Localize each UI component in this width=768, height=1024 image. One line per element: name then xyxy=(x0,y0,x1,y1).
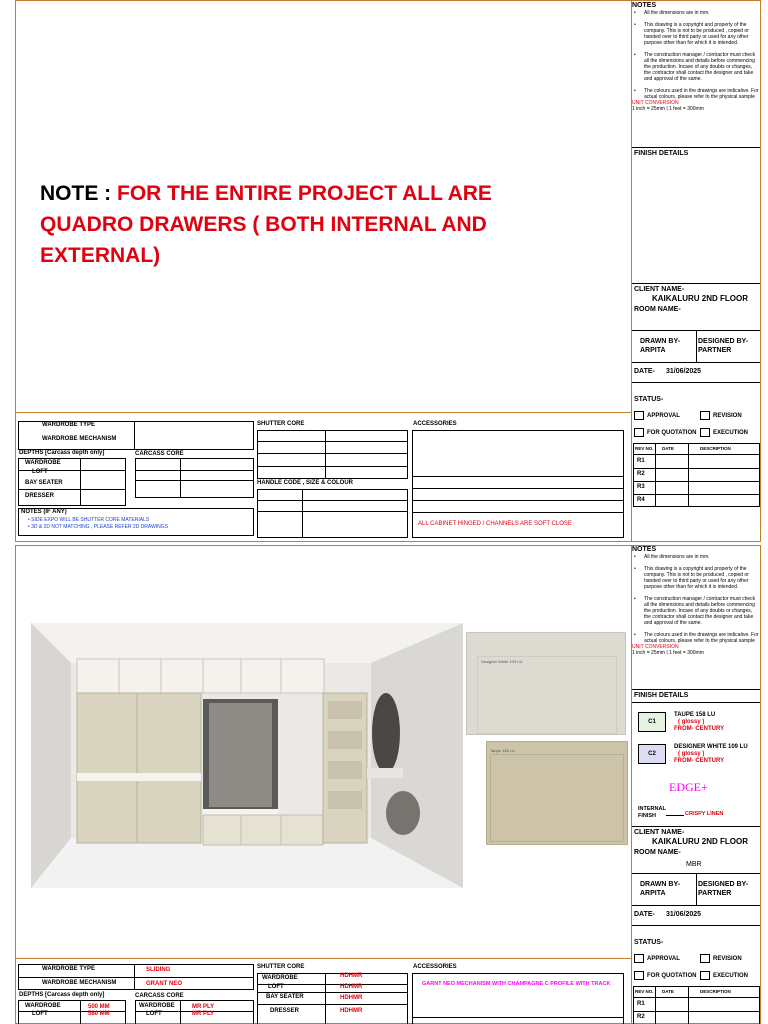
shutter-core-label: SHUTTER CORE xyxy=(257,964,305,970)
carcass-loft-value: MR PLY xyxy=(192,1011,215,1017)
date-value: 31/06/2025 xyxy=(666,911,702,918)
client-name: KAIKALURU 2ND FLOOR xyxy=(652,837,748,846)
unit-conversion-title: UNIT CONVERSION xyxy=(632,100,679,106)
rev-no-header: REV NO. xyxy=(635,446,654,451)
row-bay-seater: BAY SEATER xyxy=(25,480,63,486)
rev-r1: R1 xyxy=(637,1001,645,1007)
unit-conversion: 1 inch = 25mm | 1 feet = 300mm xyxy=(632,650,704,656)
revision-checkbox[interactable] xyxy=(700,411,710,420)
note-3d-2d: • 3D & 2D NOT MATCHING , PLEASE REFER 2D DRAWINGS xyxy=(28,524,169,530)
status-revision[interactable]: REVISION xyxy=(700,954,742,963)
note-item: • The construction manager / contractor must check all the dimensions and details before commencing the production. Incase of any doubts or changes, the contractor shall contact the designer and take and approval of the same. xyxy=(632,596,760,626)
rev-r2: R2 xyxy=(637,1014,645,1020)
unit-conversion-title: UNIT CONVERSION xyxy=(632,644,679,650)
rev-r1: R1 xyxy=(637,458,645,464)
swatch-2-label: Taupe 158 LU xyxy=(490,748,515,753)
finish-details-title: FINISH DETAILS xyxy=(634,150,689,157)
internal-finish-label: INTERNAL FINISH xyxy=(638,806,666,819)
note-side-expo: • SIDE EXPO WILL BE SHUTTER CORE MATERIALS xyxy=(28,517,150,523)
note-item: • This drawing is a copyright and property of the company. This is not to be produced , copied or handed over to third party or used for any other purpose other than for which it is intended. xyxy=(632,566,760,590)
notes-title: NOTES xyxy=(632,546,657,553)
table-divider xyxy=(15,958,631,959)
drawn-by-label: DRAWN BY- xyxy=(640,338,681,345)
carcass-wardrobe-value: MR PLY xyxy=(192,1004,215,1010)
carcass-core-label: CARCASS CORE xyxy=(135,451,184,457)
designed-by: PARTNER xyxy=(698,890,732,897)
shutter-row-bay-seater: BAY SEATER xyxy=(266,994,304,1000)
finish-item-c2 xyxy=(638,744,760,772)
note-item: • The colours used in the drawings are indicative. For actual colours, please refer to the physical sample xyxy=(632,88,760,100)
handle-code-label: HANDLE CODE , SIZE & COLOUR xyxy=(257,480,354,486)
finish-details-title: FINISH DETAILS xyxy=(634,692,689,699)
designed-by-label: DESIGNED BY- xyxy=(698,881,749,888)
notes-title: NOTES xyxy=(632,2,657,9)
swatch-taupe xyxy=(486,741,628,845)
client-name-label: CLIENT NAME- xyxy=(634,286,685,293)
note-item: • The construction manager / contractor must check all the dimensions and details before commencing the production. Incase of any doubts or changes, the contractor shall contact the designer and take and approval of the same. xyxy=(632,52,760,82)
room-name-label: ROOM NAME- xyxy=(634,849,681,856)
description-header: DESCRIPTION xyxy=(700,446,731,451)
description-header: DESCRIPTION xyxy=(700,989,731,994)
finish-brand-c1: FROM- CENTURY xyxy=(674,726,725,732)
rev-r2: R2 xyxy=(637,471,645,477)
rev-no-header: REV NO. xyxy=(635,989,654,994)
finish-item-c1 xyxy=(638,712,758,740)
internal-finish-value: CRISPY LINEN xyxy=(685,811,724,817)
shutter-dresser-value: HDHMR xyxy=(340,1008,363,1014)
date-header: DATE xyxy=(662,989,674,994)
execution-checkbox[interactable] xyxy=(700,428,710,437)
carcass-row-loft: LOFT xyxy=(146,1011,162,1017)
note-line-1: FOR THE ENTIRE PROJECT ALL ARE xyxy=(117,182,492,205)
swatch-1-label: Designer White 109 LU xyxy=(481,659,523,664)
carcass-core-label: CARCASS CORE xyxy=(135,993,184,999)
finish-brand-c2: FROM- CENTURY xyxy=(674,758,725,764)
wardrobe-render xyxy=(31,623,463,888)
unit-conversion: 1 inch = 25mm | 1 feet = 300mm xyxy=(632,106,704,112)
finish-code-c1: C1 xyxy=(638,712,666,732)
shutter-wardrobe-value: HDHMR xyxy=(340,973,363,979)
date-label: DATE- xyxy=(634,911,655,918)
rev-r4: R4 xyxy=(637,497,645,503)
row-wardrobe: WARDROBE xyxy=(25,1003,61,1009)
drawn-by: ARPITA xyxy=(640,347,666,354)
internal-finish-leader xyxy=(666,815,684,816)
date-label: DATE- xyxy=(634,368,655,375)
carcass-row-wardrobe: WARDROBE xyxy=(139,1003,175,1009)
accessory-item: GARNT NEO MECHANISM WITH CHAMPAGNE C PROFILE WITH TRACK xyxy=(422,981,611,987)
client-name: KAIKALURU 2ND FLOOR xyxy=(652,294,748,303)
row-dresser: DRESSER xyxy=(25,493,55,499)
wardrobe-type-label: WARDROBE TYPE xyxy=(42,966,96,972)
row-loft: LOFT xyxy=(32,1011,48,1017)
status-approval[interactable]: APPROVAL xyxy=(634,411,680,420)
shutter-bay-seater-value: HDHMR xyxy=(340,995,363,1001)
client-name-label: CLIENT NAME- xyxy=(634,829,685,836)
wardrobe-type-label: WARDROBE TYPE xyxy=(42,422,96,428)
rev-r3: R3 xyxy=(637,484,645,490)
note-line-2: QUADRO DRAWERS ( BOTH INTERNAL AND xyxy=(40,213,487,236)
drawn-by: ARPITA xyxy=(640,890,666,897)
shutter-loft-value: HDHMR xyxy=(340,984,363,990)
shutter-core-label: SHUTTER CORE xyxy=(257,421,305,427)
status-label: STATUS- xyxy=(634,396,664,403)
depths-label: DEPTHS [Carcass depth only] xyxy=(19,450,105,456)
finish-type-c2: ( glossy ) xyxy=(678,751,705,757)
loft-depth: 580 MM xyxy=(88,1011,110,1017)
quotation-checkbox[interactable] xyxy=(634,428,644,437)
status-quotation[interactable]: FOR QUOTATION xyxy=(634,971,696,980)
wardrobe-mechanism-label: WARDROBE MECHANISM xyxy=(42,436,117,442)
room-name-label: ROOM NAME- xyxy=(634,306,681,313)
drawn-by-label: DRAWN BY- xyxy=(640,881,681,888)
finish-code-c2: C2 xyxy=(638,744,666,764)
status-quotation[interactable]: FOR QUOTATION xyxy=(634,428,696,437)
shutter-row-dresser: DRESSER xyxy=(270,1008,300,1014)
status-revision[interactable]: REVISION xyxy=(700,411,742,420)
quotation-checkbox[interactable] xyxy=(634,971,644,980)
accessories-label: ACCESSORIES xyxy=(413,964,457,970)
finish-type-c1: ( glossy ) xyxy=(678,719,705,725)
notes-if-any-label: NOTES (IF ANY) xyxy=(21,509,67,515)
note-line-3: EXTERNAL) xyxy=(40,244,161,267)
wardrobe-type-value: SLIDING xyxy=(146,967,171,973)
wardrobe-depth: 500 MM xyxy=(88,1004,110,1010)
title-block-2 xyxy=(632,546,760,656)
big-note xyxy=(40,178,630,271)
shutter-row-wardrobe: WARDROBE xyxy=(262,975,298,981)
status-approval[interactable]: APPROVAL xyxy=(634,954,680,963)
note-item: • All the dimensions are in mm. xyxy=(632,10,760,16)
approval-checkbox[interactable] xyxy=(634,411,644,420)
table-divider xyxy=(15,412,631,413)
finish-name-c2: DESIGNER WHITE 109 LU xyxy=(674,744,748,750)
room-render-illustration xyxy=(31,623,463,888)
note-item: • The colours used in the drawings are indicative. For actual colours, please refer to the physical sample xyxy=(632,632,760,644)
swatch-designer-white xyxy=(466,632,626,735)
edge-label: EDGE+ xyxy=(669,780,708,794)
room-name: MBR xyxy=(686,861,702,868)
status-execution[interactable]: EXECUTION xyxy=(700,971,748,980)
note-item: • This drawing is a copyright and property of the company. This is not to be produced , copied or handed over to third party or used for any other purpose other than for which it is intended. xyxy=(632,22,760,46)
note-prefix: NOTE : xyxy=(40,182,117,205)
approval-checkbox[interactable] xyxy=(634,954,644,963)
finish-name-c1: TAUPE 158 LU xyxy=(674,712,716,718)
date-header: DATE xyxy=(662,446,674,451)
revision-checkbox[interactable] xyxy=(700,954,710,963)
execution-checkbox[interactable] xyxy=(700,971,710,980)
shutter-row-loft: LOFT xyxy=(268,984,284,990)
designed-by: PARTNER xyxy=(698,347,732,354)
soft-close-note: ALL CABINET HINGED / CHANNELS ARE SOFT CLOSE xyxy=(418,521,572,527)
date-value: 31/06/2025 xyxy=(666,368,702,375)
row-wardrobe: WARDROBE xyxy=(25,460,61,466)
status-label: STATUS- xyxy=(634,939,664,946)
wardrobe-mechanism-label: WARDROBE MECHANISM xyxy=(42,980,117,986)
row-loft: LOFT xyxy=(32,469,48,475)
note-item: • All the dimensions are in mm. xyxy=(632,554,760,560)
designed-by-label: DESIGNED BY- xyxy=(698,338,749,345)
depths-label: DEPTHS [Carcass depth only] xyxy=(19,992,105,998)
status-execution[interactable]: EXECUTION xyxy=(700,428,748,437)
accessories-label: ACCESSORIES xyxy=(413,421,457,427)
wardrobe-mechanism-value: GRANT NEO xyxy=(146,981,182,987)
